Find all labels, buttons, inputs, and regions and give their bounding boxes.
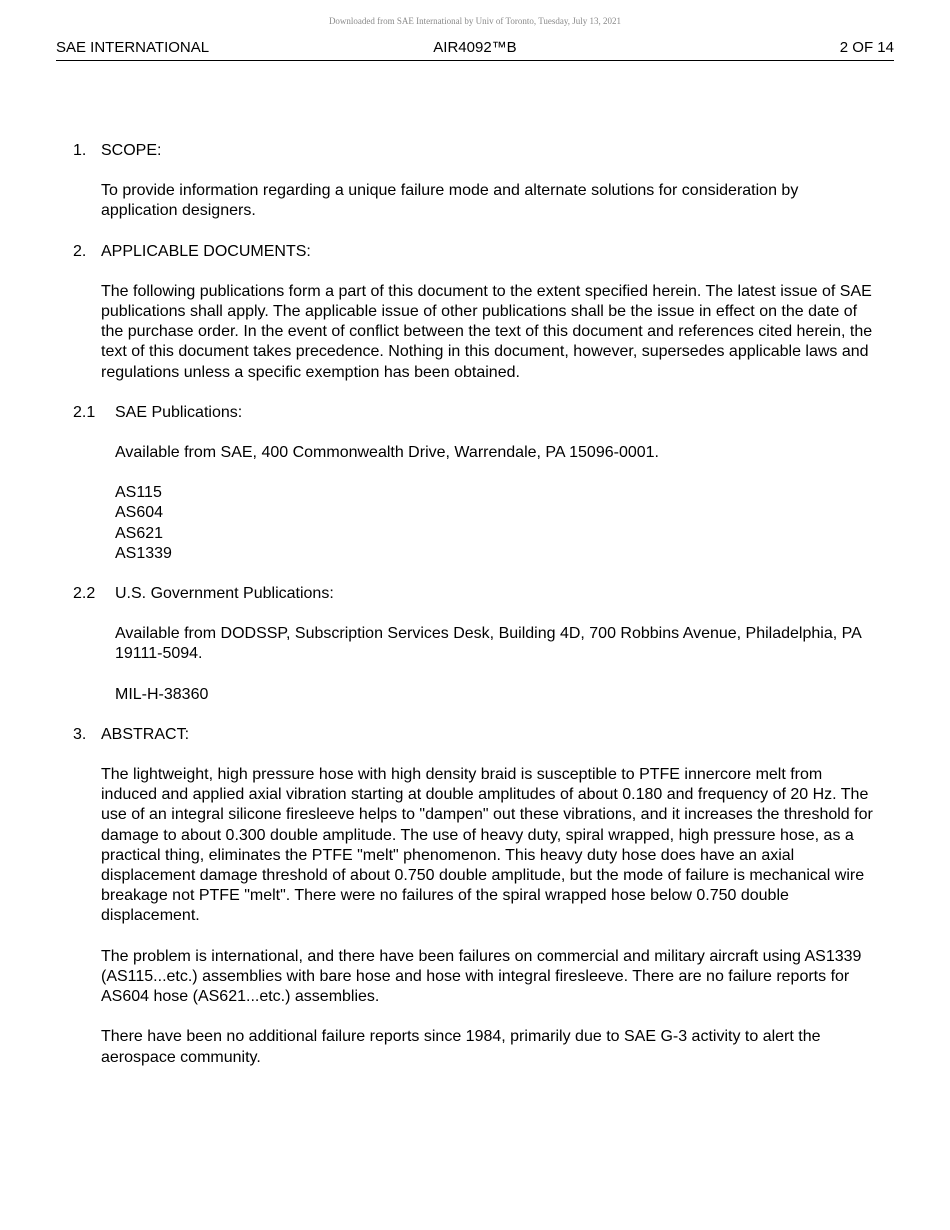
subsection-number: 2.2 bbox=[73, 585, 96, 603]
section-applicable-documents-heading bbox=[73, 242, 873, 262]
section-title: SCOPE: bbox=[101, 142, 162, 159]
list-item: AS115 bbox=[115, 484, 162, 502]
list-item: MIL-H-38360 bbox=[115, 685, 209, 703]
government-publication-list bbox=[115, 685, 873, 705]
abstract-paragraph: The problem is international, and there have been failures on commercial and military aircraft using AS1339 (AS115...etc.) assemblies with bare hose and hose with integral firesleeve. There are no failure reports for AS604 hose (AS621...etc.) assemblies. bbox=[101, 947, 862, 1006]
list-item: AS1339 bbox=[115, 544, 172, 562]
document-body bbox=[73, 141, 873, 1068]
subsection-title: SAE Publications: bbox=[115, 403, 243, 421]
section-abstract-heading bbox=[73, 725, 873, 745]
section-number: 2. bbox=[73, 242, 87, 260]
sae-publication-list bbox=[115, 483, 873, 564]
subsection-sae-publications-heading bbox=[73, 403, 873, 423]
header-page-number: 2 OF 14 bbox=[839, 39, 894, 56]
abstract-paragraph: The lightweight, high pressure hose with high density braid is susceptible to PTFE innercore melt from induced and applied axial vibration starting at double amplitudes of about 0.180 and frequency of 20 Hz. The use of an integral silicone firesleeve helps to "dampen" out these vibrations, and it increases the threshold for damage to about 0.300 double amplitude. The use of heavy duty, spiral wrapped, high pressure hose, as a practical thing, eliminates the PTFE "melt" phenomenon. This heavy duty hose does have an axial displacement damage threshold of about 0.750 double amplitude, but the mode of failure is mechanical wire breakage not PTFE "melt". There were no failures of the spiral wrapped hose below 0.750 double displacement. bbox=[101, 766, 873, 925]
list-item: AS604 bbox=[115, 504, 164, 522]
page-header bbox=[56, 38, 894, 61]
abstract-paragraph: There have been no additional failure reports since 1984, primarily due to SAE G-3 activity to alert the aerospace community. bbox=[101, 1028, 821, 1066]
section-title: ABSTRACT: bbox=[101, 725, 190, 743]
section-scope-heading bbox=[73, 141, 873, 161]
sae-availability-text: Available from SAE, 400 Commonwealth Drive, Warrendale, PA 15096-0001. bbox=[115, 444, 659, 462]
list-item: AS621 bbox=[115, 524, 164, 542]
header-document-number: AIR4092™B bbox=[433, 39, 517, 56]
subsection-title: U.S. Government Publications: bbox=[115, 585, 334, 603]
subsection-government-publications-heading bbox=[73, 584, 873, 604]
scope-paragraph: To provide information regarding a unique failure mode and alternate solutions for consideration by application designers. bbox=[101, 182, 799, 220]
header-organization: SAE INTERNATIONAL bbox=[56, 39, 210, 56]
section-number: 3. bbox=[73, 725, 87, 743]
applicable-documents-paragraph: The following publications form a part of this document to the extent specified herein. The latest issue of SAE publications shall apply. The applicable issue of other publications shall be the issue in effect on the date of the purchase order. In the event of conflict between the text of this document and references cited herein, the text of this document takes precedence. Nothing in this document, however, supersedes applicable laws and regulations unless a specific exemption has been obtained. bbox=[101, 282, 873, 381]
government-availability-text: Available from DODSSP, Subscription Services Desk, Building 4D, 700 Robbins Avenue, Philadelphia, PA 19111-5094. bbox=[115, 625, 861, 663]
download-watermark: Downloaded from SAE International by Univ of Toronto, Tuesday, July 13, 2021 bbox=[328, 16, 622, 26]
section-title: APPLICABLE DOCUMENTS: bbox=[101, 242, 311, 260]
subsection-number: 2.1 bbox=[73, 403, 96, 421]
section-number: 1. bbox=[73, 142, 87, 159]
